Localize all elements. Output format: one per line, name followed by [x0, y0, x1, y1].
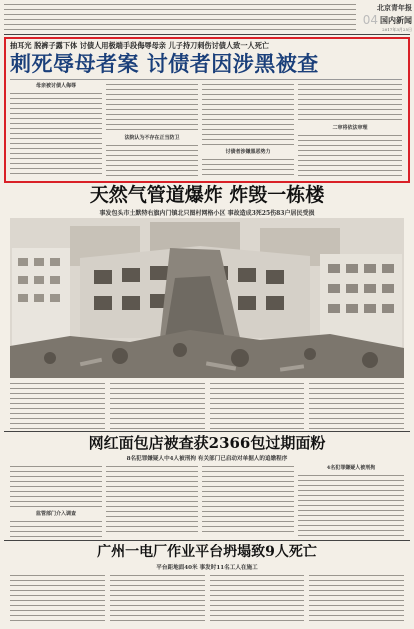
story1-kicker: 抽耳光 脱裤子露下体 讨债人用极端手段侮辱母亲 儿子持刀刺伤讨债人致一人死亡 [10, 41, 270, 50]
story1-headline: 刺死辱母者案 讨债者因涉黑被查 [10, 52, 319, 76]
paper-name: 北京青年报 [377, 3, 412, 12]
story1-subhead-3: 讨债者涉嫌黑恶势力 [225, 149, 271, 155]
masthead [358, 3, 412, 33]
story3-col-4 [298, 464, 404, 536]
story4-deck: 平台距地面40米 事发时11名工人在施工 [156, 565, 258, 571]
story3-col-2 [106, 464, 198, 536]
story1-subhead-4: 二审将依法审理 [332, 125, 368, 131]
story3-col-1 [10, 464, 102, 536]
story1-rule [10, 79, 402, 80]
masthead-rule [4, 34, 410, 35]
explosion-scene [10, 218, 404, 378]
story1-col-3 [202, 82, 294, 176]
top-brief [4, 2, 356, 32]
story3-rule [4, 540, 410, 541]
story3-subhead-1: 监管部门介入调查 [35, 511, 76, 517]
story2-headline: 天然气管道爆炸 炸毁一栋楼 [89, 184, 325, 206]
story1-subhead-2: 法院认为不存在正当防卫 [124, 135, 180, 141]
story3-subhead-2: 4名犯罪嫌疑人被刑拘 [326, 465, 376, 471]
story2-deck: 事发包头市土默特右旗内门镇北只图村网格小区 事故造成3死25伤83户居民受损 [99, 210, 315, 217]
story2-rule [4, 431, 410, 432]
story1-col-1 [10, 82, 102, 176]
issue-date: 2017年3月25日 [382, 27, 412, 32]
story1-col-2 [106, 82, 198, 176]
section-name: 国内新闻 [380, 14, 412, 25]
story2-body [10, 381, 404, 429]
story4-body [10, 573, 404, 625]
story2-photo [10, 218, 404, 378]
page-number: 04 [362, 13, 378, 27]
story1-col-4 [298, 82, 402, 176]
story3-headline: 网红面包店被查获2366包过期面粉 [88, 434, 326, 452]
story3-deck: 8名犯罪嫌疑人中4人被刑拘 有关部门已启动对单据人的追缴程序 [126, 456, 288, 462]
story3-col-3 [202, 464, 294, 536]
story4-headline: 广州一电厂作业平台坍塌致9人死亡 [97, 544, 317, 560]
story1-subhead-1: 母亲被讨债人侮辱 [35, 83, 76, 89]
